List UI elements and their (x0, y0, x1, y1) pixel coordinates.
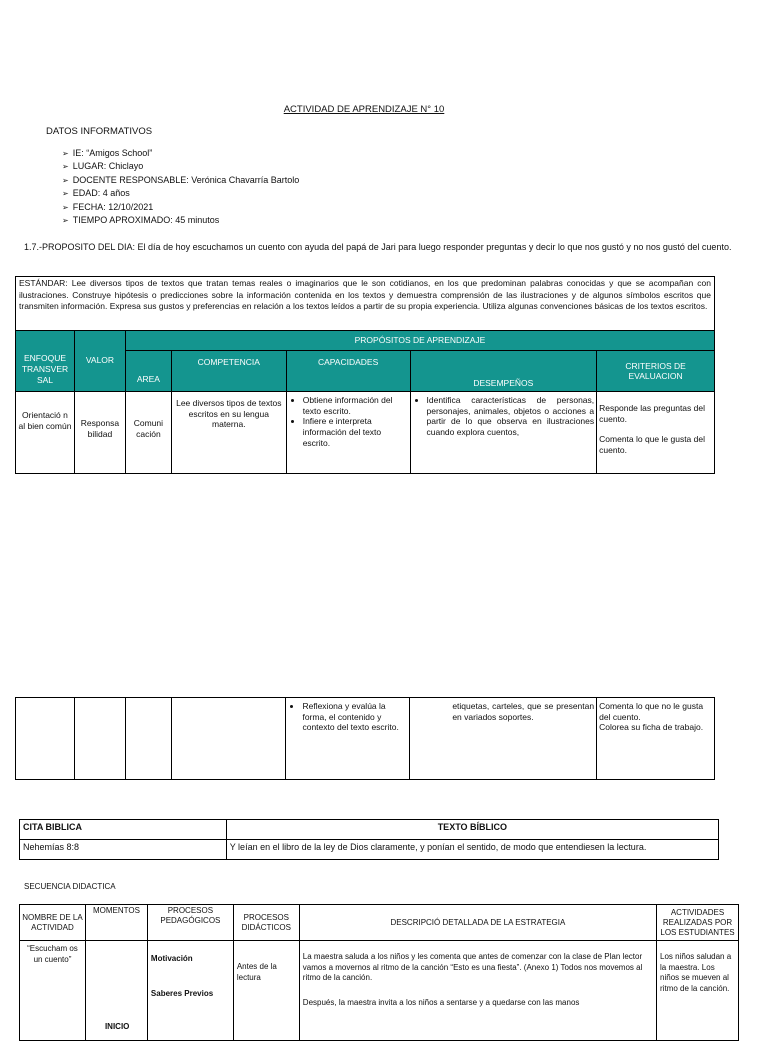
page-title: ACTIVIDAD DE APRENDIZAJE N° 10 (283, 104, 445, 115)
datos-item: ➢ FECHA: 12/10/2021 (62, 201, 299, 214)
propositos-table-continuation (15, 697, 715, 780)
header-capacidades: CAPACIDADES (286, 351, 410, 392)
cell-enfoque: Orientació n al bien común (16, 392, 75, 474)
header-competencia: COMPETENCIA (171, 351, 286, 392)
datos-heading: DATOS INFORMATIVOS (46, 126, 153, 137)
cell-descripcion (299, 941, 656, 1041)
cita-header: CITA BIBLICA (20, 820, 227, 840)
cell-actividades (657, 941, 739, 1041)
actividades-text: Los niños saludan a la maestra. Los niños se mueven al ritmo de la canción. (660, 952, 732, 993)
didactico-item: Antes de la lectura (236, 962, 277, 982)
cell-didactico (233, 941, 299, 1041)
capacidad-item: • Infiere e interpreta información del texto escrito. (303, 416, 408, 448)
propositos-header: PROPÓSITOS DE APRENDIZAJE (125, 331, 714, 351)
header-pedagogicos: PROCESOS PEDAGÓGICOS (147, 905, 233, 941)
momento-label: INICIO (104, 1022, 130, 1031)
cita-biblica-table (19, 819, 719, 860)
cell-empty (125, 698, 171, 780)
header-criterios: CRITERIOS DE EVALUACION (597, 351, 715, 392)
criterio-item: Responde las preguntas del cuento. (599, 403, 705, 424)
cell-empty (74, 698, 125, 780)
datos-item: ➢ TIEMPO APROXIMADO: 45 minutos (62, 214, 299, 227)
secuencia-table (19, 904, 739, 1041)
cita-texto: Y leían en el libro de la ley de Dios claramente, y ponían el sentido, de modo que entendiesen la lectura. (226, 840, 718, 860)
cell-criterios (597, 392, 715, 474)
header-desempenos: DESEMPEÑOS (410, 351, 597, 392)
cell-momento (85, 941, 147, 1041)
proposito-label: 1.7.-PROPOSITO DEL DIA (24, 242, 133, 252)
header-enfoque: ENFOQUE TRANSVER SAL (16, 331, 75, 391)
cell-empty (16, 698, 75, 780)
header-actividades: ACTIVIDADES REALIZADAS POR LOS ESTUDIANTES (657, 905, 739, 941)
datos-item: ➢ LUGAR: Chiclayo (62, 160, 299, 173)
capacidad-item: • Obtiene información del texto escrito. (303, 395, 408, 416)
datos-list (62, 147, 299, 227)
cell-desempeno (410, 698, 597, 780)
capacidad-item: • Reflexiona y evalúa la forma, el contenido y contexto del texto escrito. (302, 701, 407, 733)
cell-area: Comuni cación (125, 392, 171, 474)
criterio-item: Comenta lo que no le gusta del cuento. (599, 701, 704, 722)
cita-ref: Nehemías 8:8 (20, 840, 227, 860)
proposito-del-dia (24, 241, 736, 254)
cell-nombre: “Escucham os un cuento” (20, 941, 86, 1041)
header-nombre: NOMBRE DE LA ACTIVIDAD (20, 905, 86, 941)
cell-desempeno (410, 392, 597, 474)
header-didacticos: PROCESOS DIDÁCTICOS (233, 905, 299, 941)
cell-capacidades (286, 392, 410, 474)
desempeno-item: • Identifica características de personas, personajes, animales, objetos o acciones a partir de lo que observa en ilustraciones cuando explora cuentos, (427, 395, 595, 438)
datos-item: ➢ EDAD: 4 años (62, 187, 299, 200)
estandar-text: ESTÁNDAR: Lee diversos tipos de textos que tratan temas reales o imaginarios que le son cotidianos, en los que predominan palabras conocidas y que se acompañan con ilustraciones. Construye hipótesis o predicciones sobre la información contenida en los textos y demuestra comprensión de las ilustraciones y de algunos símbolos escritos que transmiten información. Expresa sus gustos y preferencias en relación a los textos leídos a partir de su propia experiencia. Utiliza algunas convenciones básicas de los textos escritos. (16, 277, 715, 331)
proposito-text: : El día de hoy escuchamos un cuento con ayuda del papá de Jari para luego responder preguntas y decir lo que nos gustó y no nos gustó del cuento. (132, 242, 732, 252)
cell-valor: Responsa bilidad (74, 392, 125, 474)
criterio-item: Colorea su ficha de trabajo. (599, 722, 704, 733)
datos-item: ➢ IE: “Amigos School” (62, 147, 299, 160)
header-enfoque-valor-block (16, 331, 126, 392)
header-area: AREA (125, 351, 171, 392)
cell-empty (171, 698, 286, 780)
texto-header: TEXTO BÍBLICO (226, 820, 718, 840)
desempeno-continuation: etiquetas, carteles, que se presentan en variados soportes. (452, 701, 595, 722)
cell-criterios (597, 698, 715, 780)
cell-competencia: Lee diversos tipos de textos escritos en su lengua materna. (171, 392, 286, 474)
descripcion-paragraph: La maestra saluda a los niños y les comenta que antes de comenzar con la clase de Plan lector vamos a movernos al ritmo de la canción “Esto es una fiesta”. (Anexo 1) Todos nos movemos al ritmo de la canción. (302, 952, 643, 982)
criterio-item: Comenta lo que le gusta del cuento. (599, 434, 705, 455)
header-descripcion: DESCRIPCIÓ DETALLADA DE LA ESTRATEGIA (299, 905, 656, 941)
datos-item: ➢ DOCENTE RESPONSABLE: Verónica Chavarría Bartolo (62, 174, 299, 187)
descripcion-paragraph: Después, la maestra invita a los niños a sentarse y a quedarse con las manos (302, 997, 580, 1007)
header-valor: VALOR (85, 355, 115, 365)
pedagogico-item: Motivación (150, 954, 193, 963)
header-momentos: MOMENTOS (85, 905, 147, 941)
header-enfoque-valor-wrap (16, 331, 125, 391)
propositos-table (15, 276, 715, 474)
pedagogico-item: Saberes Previos (150, 988, 214, 998)
secuencia-heading: SECUENCIA DIDACTICA (24, 882, 116, 891)
cell-pedagogicos (147, 941, 233, 1041)
cell-capacidades (286, 698, 410, 780)
